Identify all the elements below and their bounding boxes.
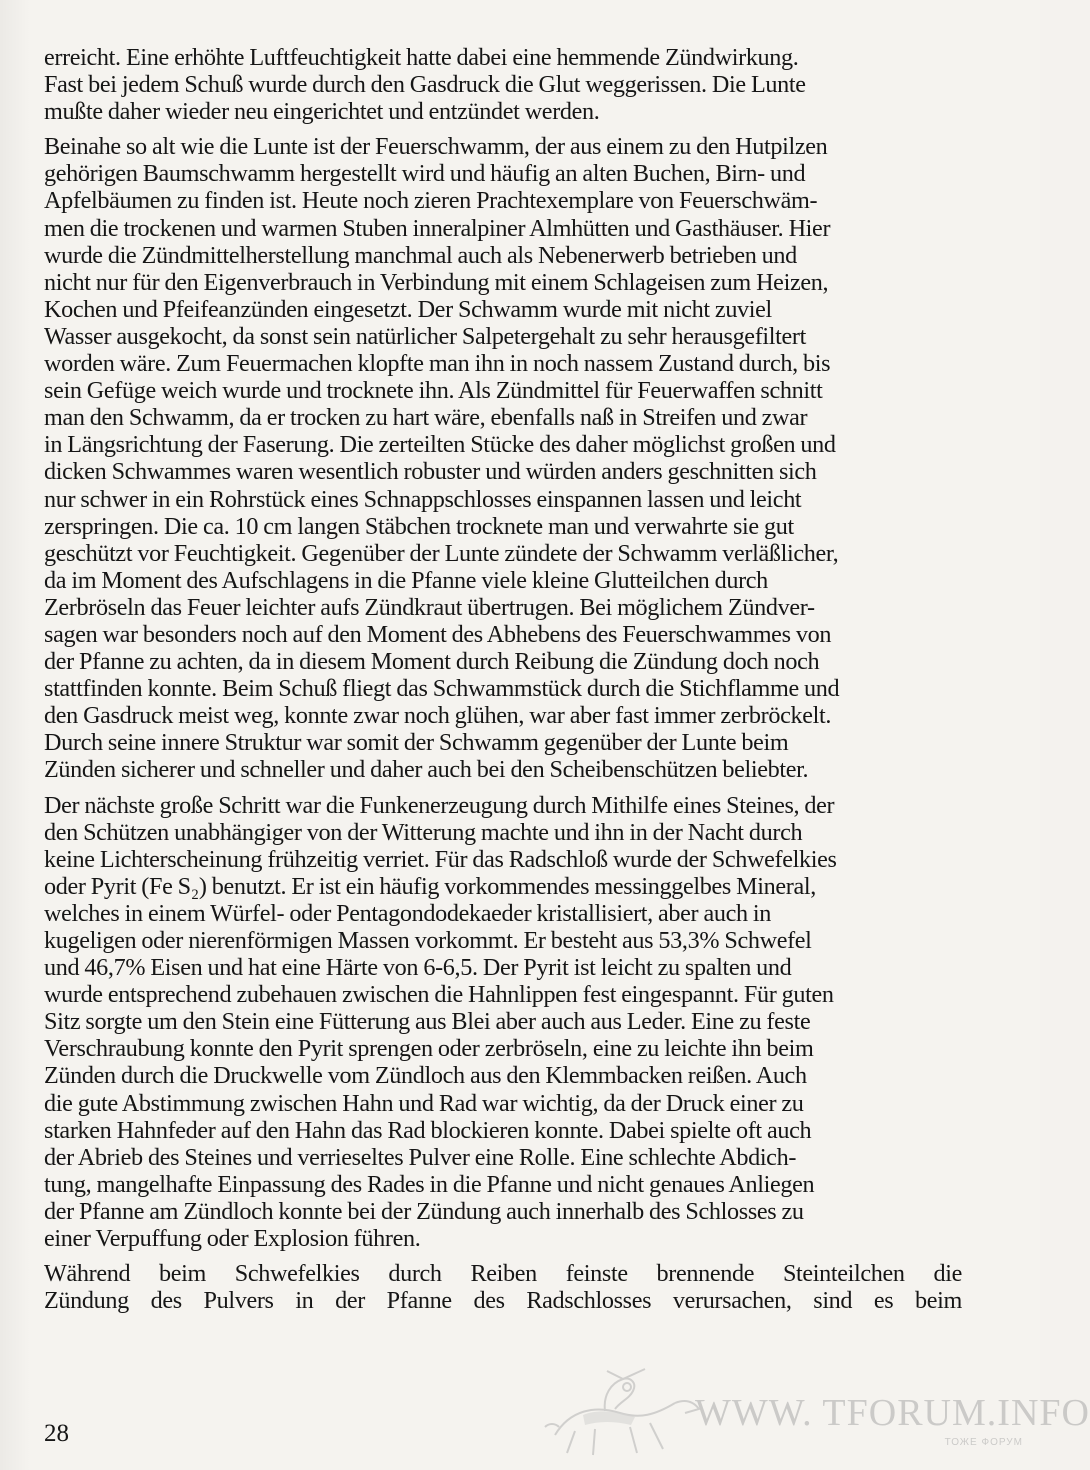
line: oder Pyrit (Fe S₂) benutzt. Er ist ein häufig vorkommendes messinggelbes Mineral,	[44, 872, 816, 900]
line: keine Lichterscheinung frühzeitig verriet. Für das Radschloß wurde der Schwefelkies	[44, 845, 837, 873]
line: dicken Schwammes waren wesentlich robuster und würden anders geschnitten sich	[44, 458, 817, 486]
body-text	[44, 44, 962, 1322]
site-watermark	[535, 1365, 1090, 1465]
line: und 46,7% Eisen und hat eine Härte von 6-6,5. Der Pyrit ist leicht zu spalten und	[44, 954, 792, 982]
line: Zünden sicherer und schneller und daher auch bei den Scheibenschützen beliebter.	[44, 756, 809, 784]
line: den Schützen unabhängiger von der Witterung machte und ihn in der Nacht durch	[44, 818, 803, 846]
line: Verschraubung konnte den Pyrit sprengen oder zerbröseln, eine zu leichte ihn beim	[44, 1035, 814, 1063]
line: einer Verpuffung oder Explosion führen.	[44, 1225, 421, 1253]
rider-logo-icon	[535, 1365, 705, 1460]
line: der Pfanne zu achten, da in diesem Moment durch Reibung die Zündung doch noch	[44, 648, 820, 676]
line: starken Hahnfeder auf den Hahn das Rad blockieren konnte. Dabei spielte oft auch	[44, 1116, 812, 1144]
paragraph-1	[44, 44, 962, 125]
line: Wasser ausgekocht, da sonst sein natürlicher Salpetergehalt zu sehr herausgefiltert	[44, 322, 806, 350]
line: sagen war besonders noch auf den Moment des Abhebens des Feuerschwammes von	[44, 620, 832, 648]
line: die gute Abstimmung zwischen Hahn und Rad war wichtig, da der Druck einer zu	[44, 1089, 804, 1117]
line: zerspringen. Die ca. 10 cm langen Stäbchen trocknete man und verwahrte sie gut	[44, 512, 794, 540]
line: nicht nur für den Eigenverbrauch in Verbindung mit einem Schlageisen zum Heizen,	[44, 268, 829, 296]
line: Beinahe so alt wie die Lunte ist der Feuerschwamm, der aus einem zu den Hutpilzen	[44, 133, 828, 161]
line: men die trockenen und warmen Stuben inneralpiner Almhütten und Gasthäuser. Hier	[44, 214, 831, 242]
line: Apfelbäumen zu finden ist. Heute noch zieren Prachtexemplare von Feuerschwäm-	[44, 187, 818, 215]
line: Durch seine innere Struktur war somit der Schwamm gegenüber der Lunte beim	[44, 729, 789, 757]
line: tung, mangelhafte Einpassung des Rades in die Pfanne und nicht genaues Anliegen	[44, 1170, 815, 1198]
line: geschützt vor Feuchtigkeit. Gegenüber der Lunte zündete der Schwamm verläßlicher,	[44, 539, 839, 567]
paragraph-3	[44, 792, 962, 1253]
watermark-subtext: ТОЖЕ ФОРУМ	[944, 1437, 1023, 1448]
line: da im Moment des Aufschlagens in die Pfanne viele kleine Glutteilchen durch	[44, 566, 768, 594]
line: Zündung des Pulvers in der Pfanne des Radschlosses verursachen, sind es beim	[44, 1287, 962, 1315]
paragraph-4	[44, 1260, 962, 1314]
line: Während beim Schwefelkies durch Reiben feinste brennende Steinteilchen die	[44, 1260, 962, 1288]
line: man den Schwamm, da er trocken zu hart wäre, ebenfalls naß in Streifen und zwar	[44, 404, 808, 432]
page-number: 28	[44, 1420, 69, 1447]
line: Zünden durch die Druckwelle vom Zündloch aus den Klemmbacken reißen. Auch	[44, 1062, 807, 1090]
line: stattfinden konnte. Beim Schuß fliegt das Schwammstück durch die Stichflamme und	[44, 675, 840, 703]
line: sein Gefüge weich wurde und trocknete ihn. Als Zündmittel für Feuerwaffen schnitt	[44, 377, 823, 405]
paragraph-2	[44, 133, 962, 783]
line: den Gasdruck meist weg, konnte zwar noch glühen, war aber fast immer zerbröckelt.	[44, 702, 832, 730]
line: Zerbröseln das Feuer leichter aufs Zündkraut übertrugen. Bei möglichem Zündver-	[44, 593, 815, 621]
line: wurde die Zündmittelherstellung manchmal auch als Nebenerwerb betrieben und	[44, 241, 797, 269]
line: Der nächste große Schritt war die Funkenerzeugung durch Mithilfe eines Steines, der	[44, 791, 835, 819]
line: erreicht. Eine erhöhte Luftfeuchtigkeit hatte dabei eine hemmende Zündwirkung.	[44, 44, 799, 71]
line: welches in einem Würfel- oder Pentagondodekaeder kristallisiert, aber auch in	[44, 899, 772, 927]
line: nur schwer in ein Rohrstück eines Schnappschlosses einspannen lassen und leicht	[44, 485, 802, 513]
line: in Längsrichtung der Faserung. Die zerteilten Stücke des daher möglichst großen und	[44, 431, 836, 459]
line: Fast bei jedem Schuß wurde durch den Gasdruck die Glut weggerissen. Die Lunte	[44, 71, 806, 99]
line: der Abrieb des Steines und verrieseltes Pulver eine Rolle. Eine schlechte Abdich-	[44, 1143, 797, 1171]
line: Kochen und Pfeifeanzünden eingesetzt. Der Schwamm wurde mit nicht zuviel	[44, 295, 772, 323]
line: mußte daher wieder neu eingerichtet und entzündet werden.	[44, 98, 600, 126]
line: worden wäre. Zum Feuermachen klopfte man ihn in noch nassem Zustand durch, bis	[44, 350, 831, 378]
line: wurde entsprechend zubehauen zwischen die Hahnlippen fest eingespannt. Für guten	[44, 981, 834, 1009]
line: gehörigen Baumschwamm hergestellt wird und häufig an alten Buchen, Birn- und	[44, 160, 806, 188]
watermark-text: WWW. TFORUM.INFO	[695, 1392, 1090, 1434]
line: der Pfanne am Zündloch konnte bei der Zündung auch innerhalb des Schlosses zu	[44, 1197, 804, 1225]
line: kugeligen oder nierenförmigen Massen vorkommt. Er besteht aus 53,3% Schwefel	[44, 927, 812, 954]
line: Sitz sorgte um den Stein eine Fütterung aus Blei aber auch aus Leder. Eine zu feste	[44, 1008, 811, 1036]
